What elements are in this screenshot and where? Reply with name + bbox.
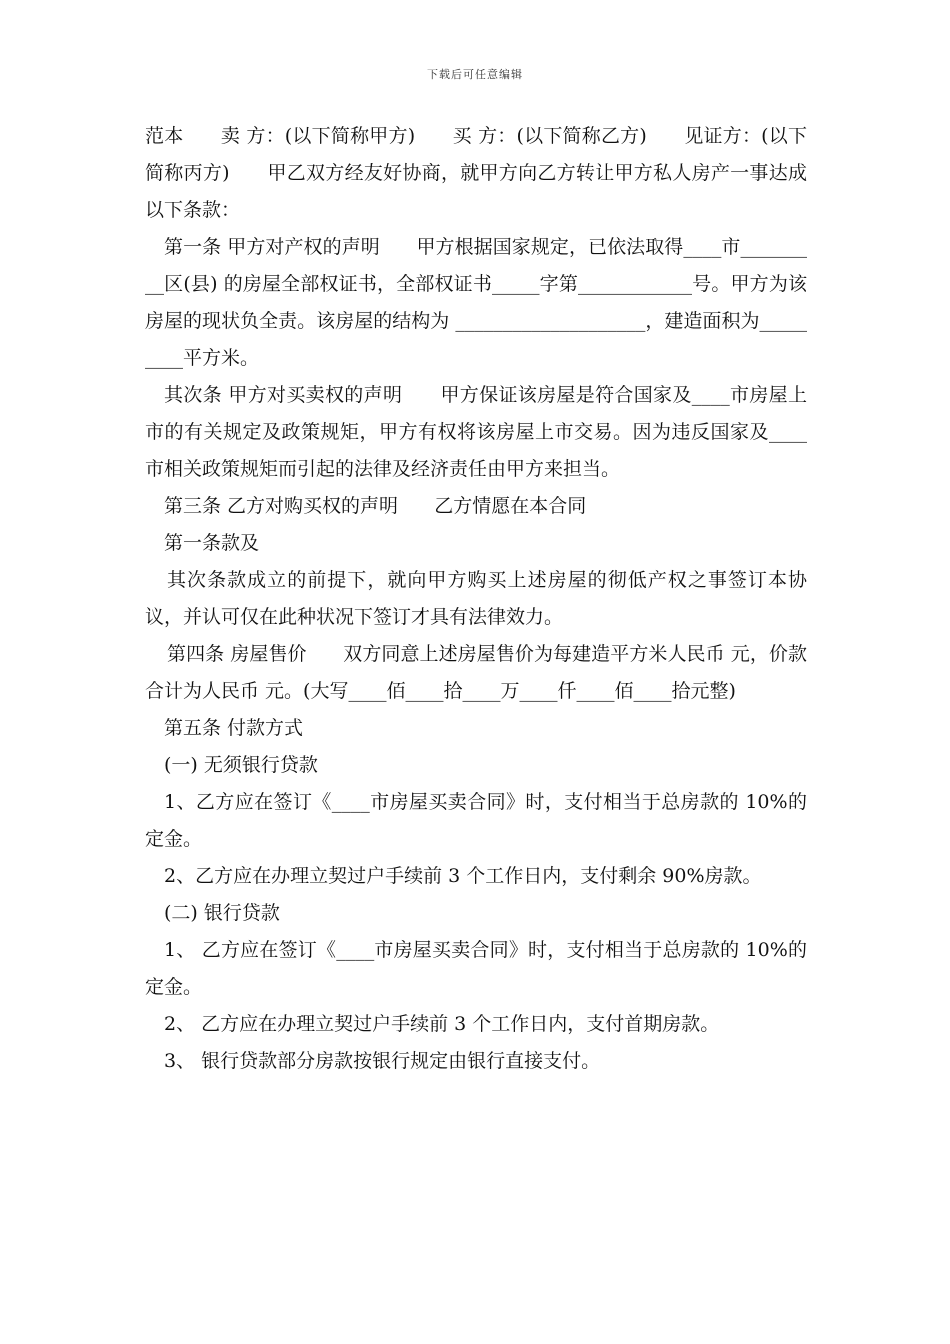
paragraph-article-5-title: 第五条 付款方式	[164, 717, 304, 739]
paragraph-no-loan-item-2: 2、乙方应在办理立契过户手续前 3 个工作日内，支付剩余 90%房款。	[164, 865, 762, 887]
paragraph-no-loan-heading: (一) 无须银行贷款	[164, 754, 318, 776]
paragraph-article-2: 其次条 甲方对买卖权的声明 甲方保证该房屋是符合国家及____市房屋上市的有关规定及政策规矩，甲方有权将该房屋上市交易。因为违反国家及____市相关政策规矩而引起的法律及经济责任由甲方来担当。	[145, 384, 807, 480]
paragraph-article-4: 第四条 房屋售价 双方同意上述房屋售价为每建造平方米人民币 元，价款合计为人民币 元。(大写____佰____拾____万____仟____佰____拾元整)	[145, 643, 807, 702]
paragraph-loan-item-1: 1、 乙方应在签订《____市房屋买卖合同》时，支付相当于总房款的 10%的定金。	[145, 939, 807, 998]
page-header-note: 下载后可任意编辑	[427, 68, 523, 81]
contract-body	[145, 118, 807, 1080]
paragraph-loan-item-2: 2、 乙方应在办理立契过户手续前 3 个工作日内，支付首期房款。	[164, 1013, 720, 1035]
paragraph-article-3-clause-b: 其次条款成立的前提下，就向甲方购买上述房屋的彻低产权之事签订本协议，并认可仅在此种状况下签订才具有法律效力。	[145, 569, 807, 628]
paragraph-article-3: 第三条 乙方对购买权的声明 乙方情愿在本合同	[164, 495, 587, 517]
paragraph-no-loan-item-1: 1、乙方应在签订《____市房屋买卖合同》时，支付相当于总房款的 10%的定金。	[145, 791, 807, 850]
paragraph-loan-heading: (二) 银行贷款	[164, 902, 280, 924]
paragraph-parties: 范本 卖 方：(以下简称甲方) 买 方：(以下简称乙方) 见证方：(以下简称丙方) 甲乙双方经友好协商，就甲方向乙方转让甲方私人房产一事达成以下条款：	[145, 125, 807, 221]
paragraph-loan-item-3: 3、 银行贷款部分房款按银行规定由银行直接支付。	[164, 1050, 601, 1072]
paragraph-article-3-clause-a: 第一条款及	[164, 532, 260, 554]
paragraph-article-1: 第一条 甲方对产权的声明 甲方根据国家规定，已依法取得____市_________区(县) 的房屋全部权证书，全部权证书_____字第____________号。甲方为该房屋的现状负全责。该房屋的结构为 ____________________，建造面积为_________平方米。	[145, 236, 807, 369]
